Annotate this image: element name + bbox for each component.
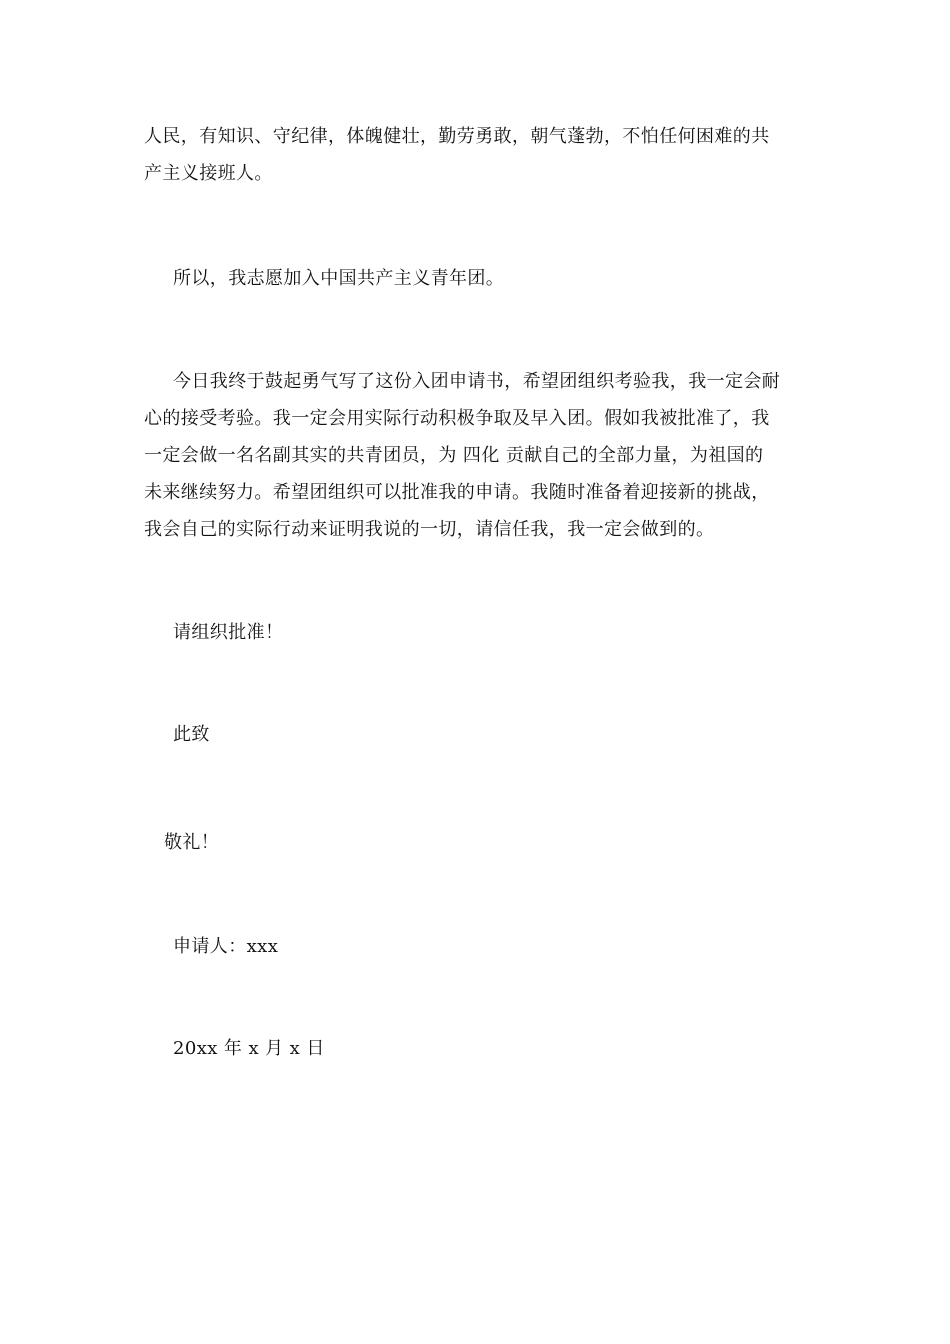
text-line: 心的接受考验。我一定会用实际行动积极争取及早入团。假如我被批准了，我 — [144, 408, 770, 429]
text-line: 今日我终于鼓起勇气写了这份入团申请书，希望团组织考验我，我一定会耐 — [173, 371, 781, 392]
text-line: 20xx 年 x 月 x 日 — [173, 1038, 325, 1059]
paragraph-volunteer-statement — [144, 260, 833, 297]
applicant-signature — [144, 928, 833, 965]
text-line: 我会自己的实际行动来证明我说的一切，请信任我，我一定会做到的。 — [144, 519, 715, 540]
text-line: 一定会做一名名副其实的共青团员，为 四化 贡献自己的全部力量，为祖国的 — [144, 445, 764, 466]
text-line: 所以，我志愿加入中国共产主义青年团。 — [173, 268, 505, 289]
text-line: 敬礼！ — [164, 832, 220, 853]
text-line: 未来继续努力。希望团组织可以批准我的申请。我随时准备着迎接新的挑战， — [144, 482, 770, 503]
paragraph-commitment — [144, 363, 804, 548]
text-line: 产主义接班人。 — [144, 163, 273, 184]
paragraph-intro-continuation — [144, 118, 804, 192]
closing-salutation — [144, 716, 833, 753]
request-approval — [144, 614, 833, 651]
application-date — [144, 1030, 833, 1067]
text-line: 此致 — [173, 724, 210, 745]
text-line: 请组织批准！ — [173, 622, 284, 643]
text-line: 人民，有知识、守纪律，体魄健壮，勤劳勇敢，朝气蓬勃，不怕任何困难的共 — [144, 126, 770, 147]
text-line: 申请人：xxx — [173, 936, 279, 957]
closing-respect — [144, 824, 824, 861]
